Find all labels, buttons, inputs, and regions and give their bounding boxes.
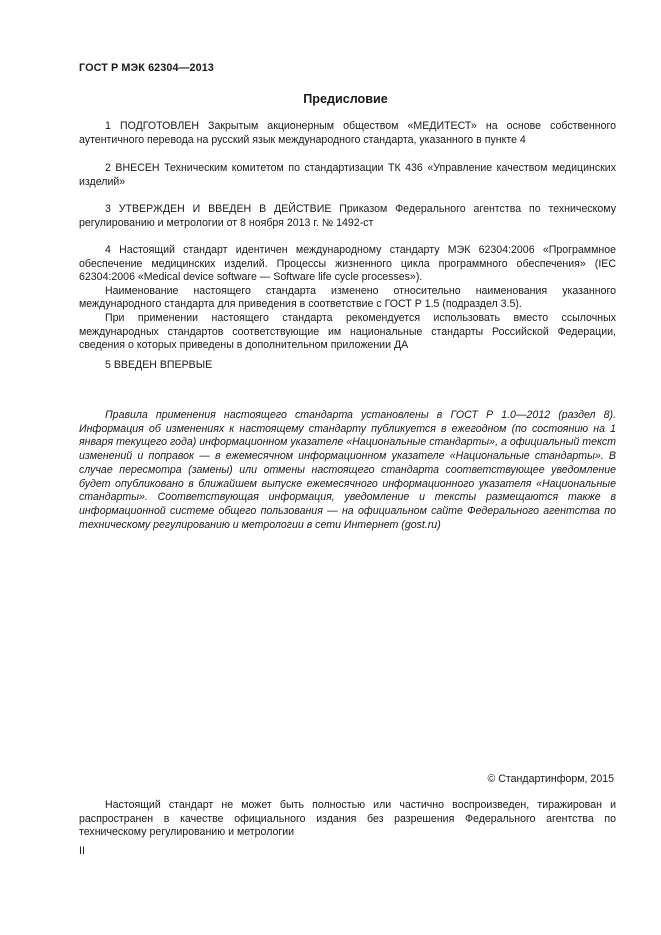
foreword-item-4-references-note: При применении настоящего стандарта рекомендуется использовать вместо ссылочных международных стандартов соответствующие им национальные стандарты Российской Федерации, сведения о которых приведены в дополнительном приложении ДА <box>79 311 616 352</box>
foreword-item-2 <box>79 162 616 189</box>
foreword-item-4-text: 4 Настоящий стандарт идентичен международному стандарту МЭК 62304:2006 «Программное обеспечение медицинских изделий. Процессы жизненного цикла программного обеспечения» (IEC 62304:2006 «Medical device software — Software life cycle processes»). <box>79 244 616 284</box>
rules-notice: Правила применения настоящего стандарта установлены в ГОСТ Р 1.0—2012 (раздел 8). Информация об изменениях к настоящему стандарту публикуется в ежегодном (по состоянию на 1 января текущего года) информационном указателе «Национальные стандарты», а официальный текст изменений и поправок — в ежемесячном информационном указателе «Национальные стандарты». В случае пересмотра (замены) или отмены настоящего стандарта соответствующее уведомление будет опубликовано в ближайшем выпуске ежемесячного информационного указателя «Национальные стандарты». Соответствующая информация, уведомление и тексты размещаются также в информационной системе общего пользования — на официальном сайте Федерального агентства по техническому регулированию и метрологии в сети Интернет (gost.ru) <box>79 409 616 531</box>
foreword-item-1 <box>79 120 616 147</box>
foreword-item-3 <box>79 203 616 230</box>
foreword-item-2-text: 2 ВНЕСЕН Техническим комитетом по стандартизации ТК 436 «Управление качеством медицинских изделий» <box>79 162 616 188</box>
foreword-item-4-title-note: Наименование настоящего стандарта изменено относительно наименования указанного международного стандарта для приведения в соответствие с ГОСТ Р 1.5 (подраздел 3.5). <box>79 284 616 311</box>
page-number: II <box>79 845 85 857</box>
copyright-line: © Стандартинформ, 2015 <box>487 773 614 785</box>
document-header: ГОСТ Р МЭК 62304—2013 <box>79 62 214 74</box>
foreword-item-4 <box>79 244 616 353</box>
foreword-item-1-text: 1 ПОДГОТОВЛЕН Закрытым акционерным обществом «МЕДИТЕСТ» на основе собственного аутентичного перевода на русский язык международного стандарта, указанного в пункте 4 <box>79 120 616 146</box>
foreword-item-3-text: 3 УТВЕРЖДЕН И ВВЕДЕН В ДЕЙСТВИЕ Приказом Федерального агентства по техническому регулированию и метрологии от 8 ноября 2013 г. № 1492-ст <box>79 203 616 229</box>
foreword-item-5 <box>79 359 616 373</box>
page-title: Предисловие <box>303 92 388 106</box>
reproduction-notice: Настоящий стандарт не может быть полностью или частично воспроизведен, тиражирован и распространен в качестве официального издания без разрешения Федерального агентства по техническому регулированию и метрологии <box>79 799 616 839</box>
foreword-item-5-text: 5 ВВЕДЕН ВПЕРВЫЕ <box>105 359 213 371</box>
